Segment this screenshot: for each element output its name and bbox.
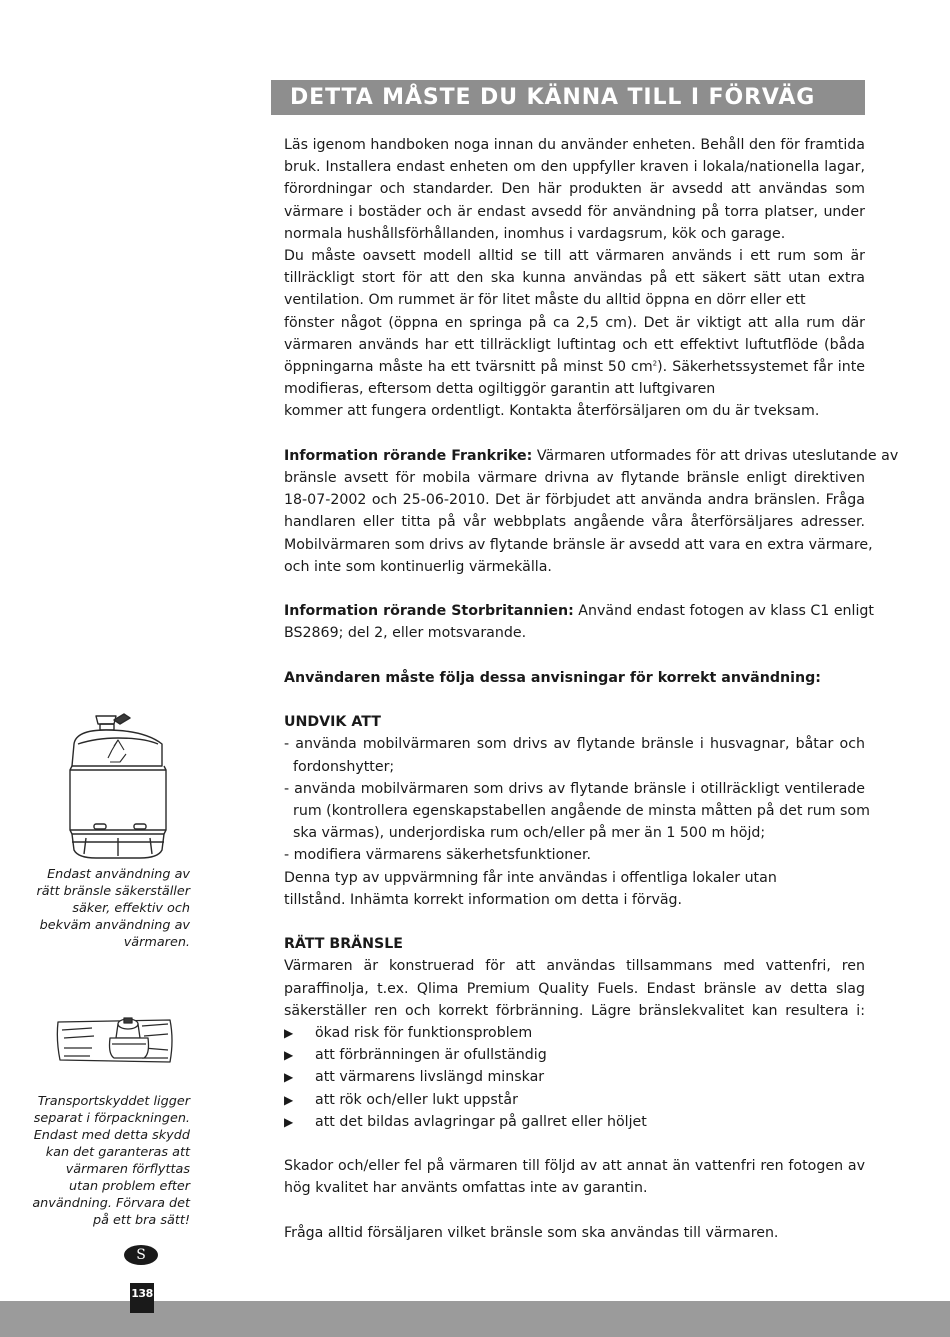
- text-line: tillstånd. Inhämta korrekt information om detta i förväg.: [284, 891, 683, 908]
- list-item: [284, 1044, 865, 1066]
- caption-line: Transportskyddet ligger: [37, 1094, 190, 1109]
- text-line: värmaren används har ett tillräckligt luftintag och ett effektivt luftutflöde (båda: [284, 336, 865, 353]
- text-line: Värmaren är konstruerad för att användas tillsammans med vattenfri, ren: [284, 958, 865, 975]
- triangle-bullet-icon: ▶: [284, 1114, 294, 1129]
- uk-label: Information rörande Storbritannien:: [284, 603, 574, 620]
- list-item-text: att rök och/eller lukt uppstår: [315, 1091, 518, 1108]
- text-line: kommer att fungera ordentligt. Kontakta återförsäljaren om du är tveksam.: [284, 403, 820, 420]
- text-line: Du måste oavsett modell alltid se till att värmaren används i ett rum som är: [284, 248, 865, 265]
- list-item-text: att förbränningen är ofullständig: [315, 1047, 547, 1064]
- text-line: BS2869; del 2, eller motsvarande.: [284, 625, 527, 642]
- france-info: [284, 445, 899, 467]
- caption-line: rätt bränsle säkerställer: [36, 884, 190, 899]
- text-line: Skador och/eller fel på värmaren till följd av att annat än vattenfri ren fotogen av: [284, 1158, 865, 1175]
- text-line: handlaren eller titta på vår webbplats angående våra återförsäljares adresser.: [284, 514, 865, 531]
- section-title: DETTA MÅSTE DU KÄNNA TILL I FÖRVÄG: [271, 80, 865, 115]
- text-line: fordonshytter;: [293, 758, 395, 775]
- uk-info: [284, 600, 874, 622]
- text-line: - använda mobilvärmaren som drivs av flytande bränsle i husvagnar, båtar och: [284, 736, 865, 753]
- list-item-text: ökad risk för funktionsproblem: [315, 1025, 533, 1042]
- text-line: Denna typ av uppvärmning får inte användas i offentliga lokaler utan: [284, 869, 777, 886]
- text-span: Använd endast fotogen av klass C1 enligt: [573, 603, 874, 620]
- text-line: säkerställer ren och korrekt förbränning. Lägre bränslekvalitet kan resultera i:: [284, 1002, 865, 1019]
- closing-line: Fråga alltid försäljaren vilket bränsle som ska användas till värmaren.: [284, 1224, 779, 1241]
- fuel-heading: RÄTT BRÄNSLE: [284, 936, 403, 953]
- list-item-text: att värmarens livslängd minskar: [315, 1069, 545, 1086]
- text-line: hög kvalitet har använts omfattas inte av garantin.: [284, 1180, 648, 1197]
- text-line: Läs igenom handboken noga innan du använder enheten. Behåll den för framtida: [284, 137, 865, 153]
- page-number: 138: [130, 1283, 154, 1313]
- caption-line: säker, effektiv och: [72, 901, 190, 916]
- text-line: Mobilvärmaren som drivs av flytande bränsle är avsedd att vara en extra värmare,: [284, 536, 873, 553]
- text-span: ). Säkerhetssystemet får inte: [657, 359, 865, 376]
- triangle-bullet-icon: ▶: [284, 1026, 294, 1041]
- text-line: normala hushållsförhållanden, inomhus i vardagsrum, kök och garage.: [284, 225, 786, 242]
- caption-line: Endast med detta skydd: [33, 1128, 190, 1143]
- text-line: och inte som kontinuerlig värmekälla.: [284, 558, 552, 575]
- fuel-canister-icon: [66, 710, 170, 862]
- text-line: modifieras, eftersom detta ogiltiggör garantin att luftgivaren: [284, 381, 716, 398]
- caption-line: värmaren.: [123, 935, 190, 950]
- superscript: 2: [652, 359, 658, 368]
- usage-heading: Användaren måste följa dessa anvisningar för korrekt användning:: [284, 669, 821, 686]
- text-line: bränsle avsett för mobila värmare drivna av flytande bränsle enligt direktiven: [284, 470, 865, 487]
- caption-line: bekväm användning av: [39, 918, 190, 933]
- text-line: bruk. Installera endast enheten om den uppfyller kraven i lokala/nationella lagar,: [284, 159, 865, 176]
- text-line: - modifiera värmarens säkerhetsfunktioner.: [284, 847, 592, 864]
- caption-line: användning. Förvara det: [32, 1196, 190, 1211]
- language-badge: S: [124, 1245, 158, 1265]
- text-line: [284, 356, 865, 378]
- avoid-heading: UNDVIK ATT: [284, 714, 381, 731]
- text-line: ventilation. Om rummet är för litet måste du alltid öppna en dörr eller ett: [284, 292, 806, 309]
- list-item: [284, 1022, 865, 1044]
- caption-fuel: [18, 866, 190, 951]
- france-label: Information rörande Frankrike:: [284, 447, 533, 464]
- caption-line: värmaren förflyttas: [65, 1162, 190, 1177]
- caption-transport: [18, 1093, 190, 1229]
- text-span: Värmaren utformades för att drivas uteslutande av: [532, 447, 899, 464]
- text-line: tillräckligt stort för att den ska kunna användas på ett säkert sätt utan extra: [284, 270, 865, 287]
- text-line: värmare i bostäder och är endast avsedd för användning på torra platser, under: [284, 203, 865, 220]
- list-item-text: att det bildas avlagringar på gallret eller höljet: [315, 1113, 647, 1130]
- triangle-bullet-icon: ▶: [284, 1048, 294, 1063]
- caption-line: utan problem efter: [69, 1179, 190, 1194]
- triangle-bullet-icon: ▶: [284, 1092, 294, 1107]
- text-line: ska värmas), underjordiska rum och/eller på mer än 1 500 m höjd;: [293, 825, 766, 842]
- text-span: öppningarna måste ha ett tvärsnitt på minst 50 cm: [284, 359, 653, 376]
- text-line: - använda mobilvärmaren som drivs av flytande bränsle i otillräckligt ventilerade: [284, 780, 865, 797]
- caption-line: kan det garanteras att: [45, 1145, 190, 1160]
- text-line: förordningar och standarder. Den här produkten är avsedd att användas som: [284, 181, 865, 198]
- list-item: [284, 1066, 865, 1088]
- caption-line: Endast användning av: [47, 867, 190, 882]
- caption-line: separat i förpackningen.: [33, 1111, 190, 1126]
- text-line: 18-07-2002 och 25-06-2010. Det är förbjudet att använda andra bränslen. Fråga: [284, 492, 865, 509]
- list-item: [284, 1089, 865, 1111]
- text-line: fönster något (öppna en springa på ca 2,5 cm). Det är viktigt att alla rum där: [284, 314, 865, 331]
- transport-cap-icon: [52, 1010, 176, 1066]
- text-line: rum (kontrollera egenskapstabellen angående de minsta måtten på det rum som: [293, 803, 870, 820]
- triangle-bullet-icon: ▶: [284, 1070, 294, 1085]
- text-line: paraffinolja, t.ex. Qlima Premium Quality Fuels. Endast bränsle av detta slag: [284, 980, 865, 997]
- list-item: [284, 1111, 865, 1133]
- caption-line: på ett bra sätt!: [93, 1213, 190, 1228]
- main-text: [284, 134, 899, 1244]
